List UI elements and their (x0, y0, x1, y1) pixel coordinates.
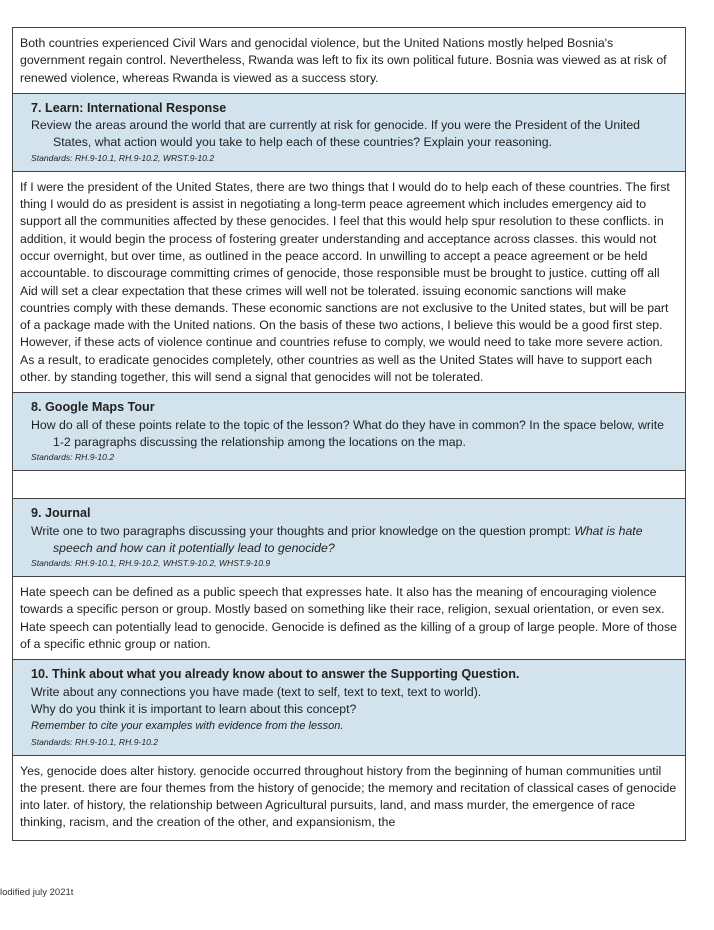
prompt-9-body (31, 523, 677, 558)
prompt-9-title: 9. Journal (31, 506, 91, 521)
prompt-9-body-text: Write one to two paragraphs discussing your thoughts and prior knowledge on the question prompt: (31, 523, 575, 538)
answer-7: If I were the president of the United States, there are two things that I would do to help each of these countries. The first thing I would do as president is assist in negotiating a long-term peace agreement which includes emergency aid to support all the communities affected by these genocides. I feel that this would help spur resolution to these conflicts. in addition, it would begin the process of fostering greater understanding and acceptance across classes. this would not occur overnight, but over time, as outlined in the peace accord. In unwilling to accept a peace agreement or be held accountable. to discourage committing crimes of genocide, those responsible must be brought to justice. cutting off all Aid will set a clear expectation that these crimes will well not be tolerated. issuing economic sanctions will make countries comply with these demands. These economic sanctions are not exclusive to the United states, but will be part of a package made with the United nations. On the basis of these two actions, I believe this would be a good first step. However, if these acts of violence continue and countries refuse to comply, we would need to take more severe action. As a result, to eradicate genocides completely, other countries as well as the United States will have to support each other. by standing together, this will send a signal that genocides will not be tolerated. (12, 172, 686, 394)
prompt-7-standards: Standards: RH.9-10.1, RH.9-10.2, WRST.9-10.2 (31, 152, 215, 163)
prompt-10-note: Remember to cite your examples with evidence from the lesson. (31, 720, 344, 733)
prompt-10-line-1: Write about any connections you have made (text to self, text to text, text to world). (31, 684, 482, 699)
answer-8-blank (12, 471, 686, 499)
prompt-10 (12, 660, 686, 755)
prompt-8 (12, 393, 686, 471)
prompt-9 (12, 499, 686, 577)
prompt-7-title: 7. Learn: International Response (31, 100, 227, 115)
prompt-7 (12, 94, 686, 172)
worksheet-table (12, 27, 686, 841)
answer-10: Yes, genocide does alter history. genocide occurred throughout history from the beginning of human communities until the present. there are four themes from the history of genocide; the memory and recitation of classical cases of genocide into later. of history, the relationship between Agricultural pursuits, land, and mass murder, the emergence of race thinking, racism, and the creation of the other, and expansionism, the (12, 756, 686, 841)
prompt-9-standards: Standards: RH.9-10.1, RH.9-10.2, WHST.9-10.2, WHST.9-10.9 (31, 558, 271, 569)
prompt-10-title: 10. Think about what you already know about to answer the Supporting Question. (31, 667, 520, 682)
answer-6: Both countries experienced Civil Wars and genocidal violence, but the United Nations mostly helped Bosnia's government regain control. Nevertheless, Rwanda was left to fix its own political future. Bosnia was viewed as at risk of renewed violence, whereas Rwanda is viewed as a success story. (12, 27, 686, 94)
prompt-8-body: How do all of these points relate to the topic of the lesson? What do they have in common? In the space below, write 1-2 paragraphs discussing the relationship among the locations on the map. (31, 417, 664, 449)
prompt-7-body: Review the areas around the world that are currently at risk for genocide. If you were the President of the United States, what action would you take to help each of these countries? Explain your reasoning. (31, 118, 641, 150)
footer-modified-note: lodified july 2021t (0, 887, 74, 898)
prompt-8-standards: Standards: RH.9-10.2 (31, 452, 115, 463)
prompt-9-question: What is hate speech and how can it potentially lead to genocide? (53, 523, 643, 555)
prompt-10-standards: Standards: RH.9-10.1, RH.9-10.2 (31, 736, 159, 747)
prompt-10-line-2: Why do you think it is important to learn about this concept? (31, 701, 357, 716)
answer-9: Hate speech can be defined as a public speech that expresses hate. It also has the meaning of encouraging violence towards a specific person or group. Mostly based on something like their race, religion, sexual orientation, or even sex. Hate speech can potentially lead to genocide. Genocide is defined as the killing of a group of large people. More of those of a specific ethnic group or nation. (12, 577, 686, 660)
prompt-8-title: 8. Google Maps Tour (31, 400, 155, 415)
